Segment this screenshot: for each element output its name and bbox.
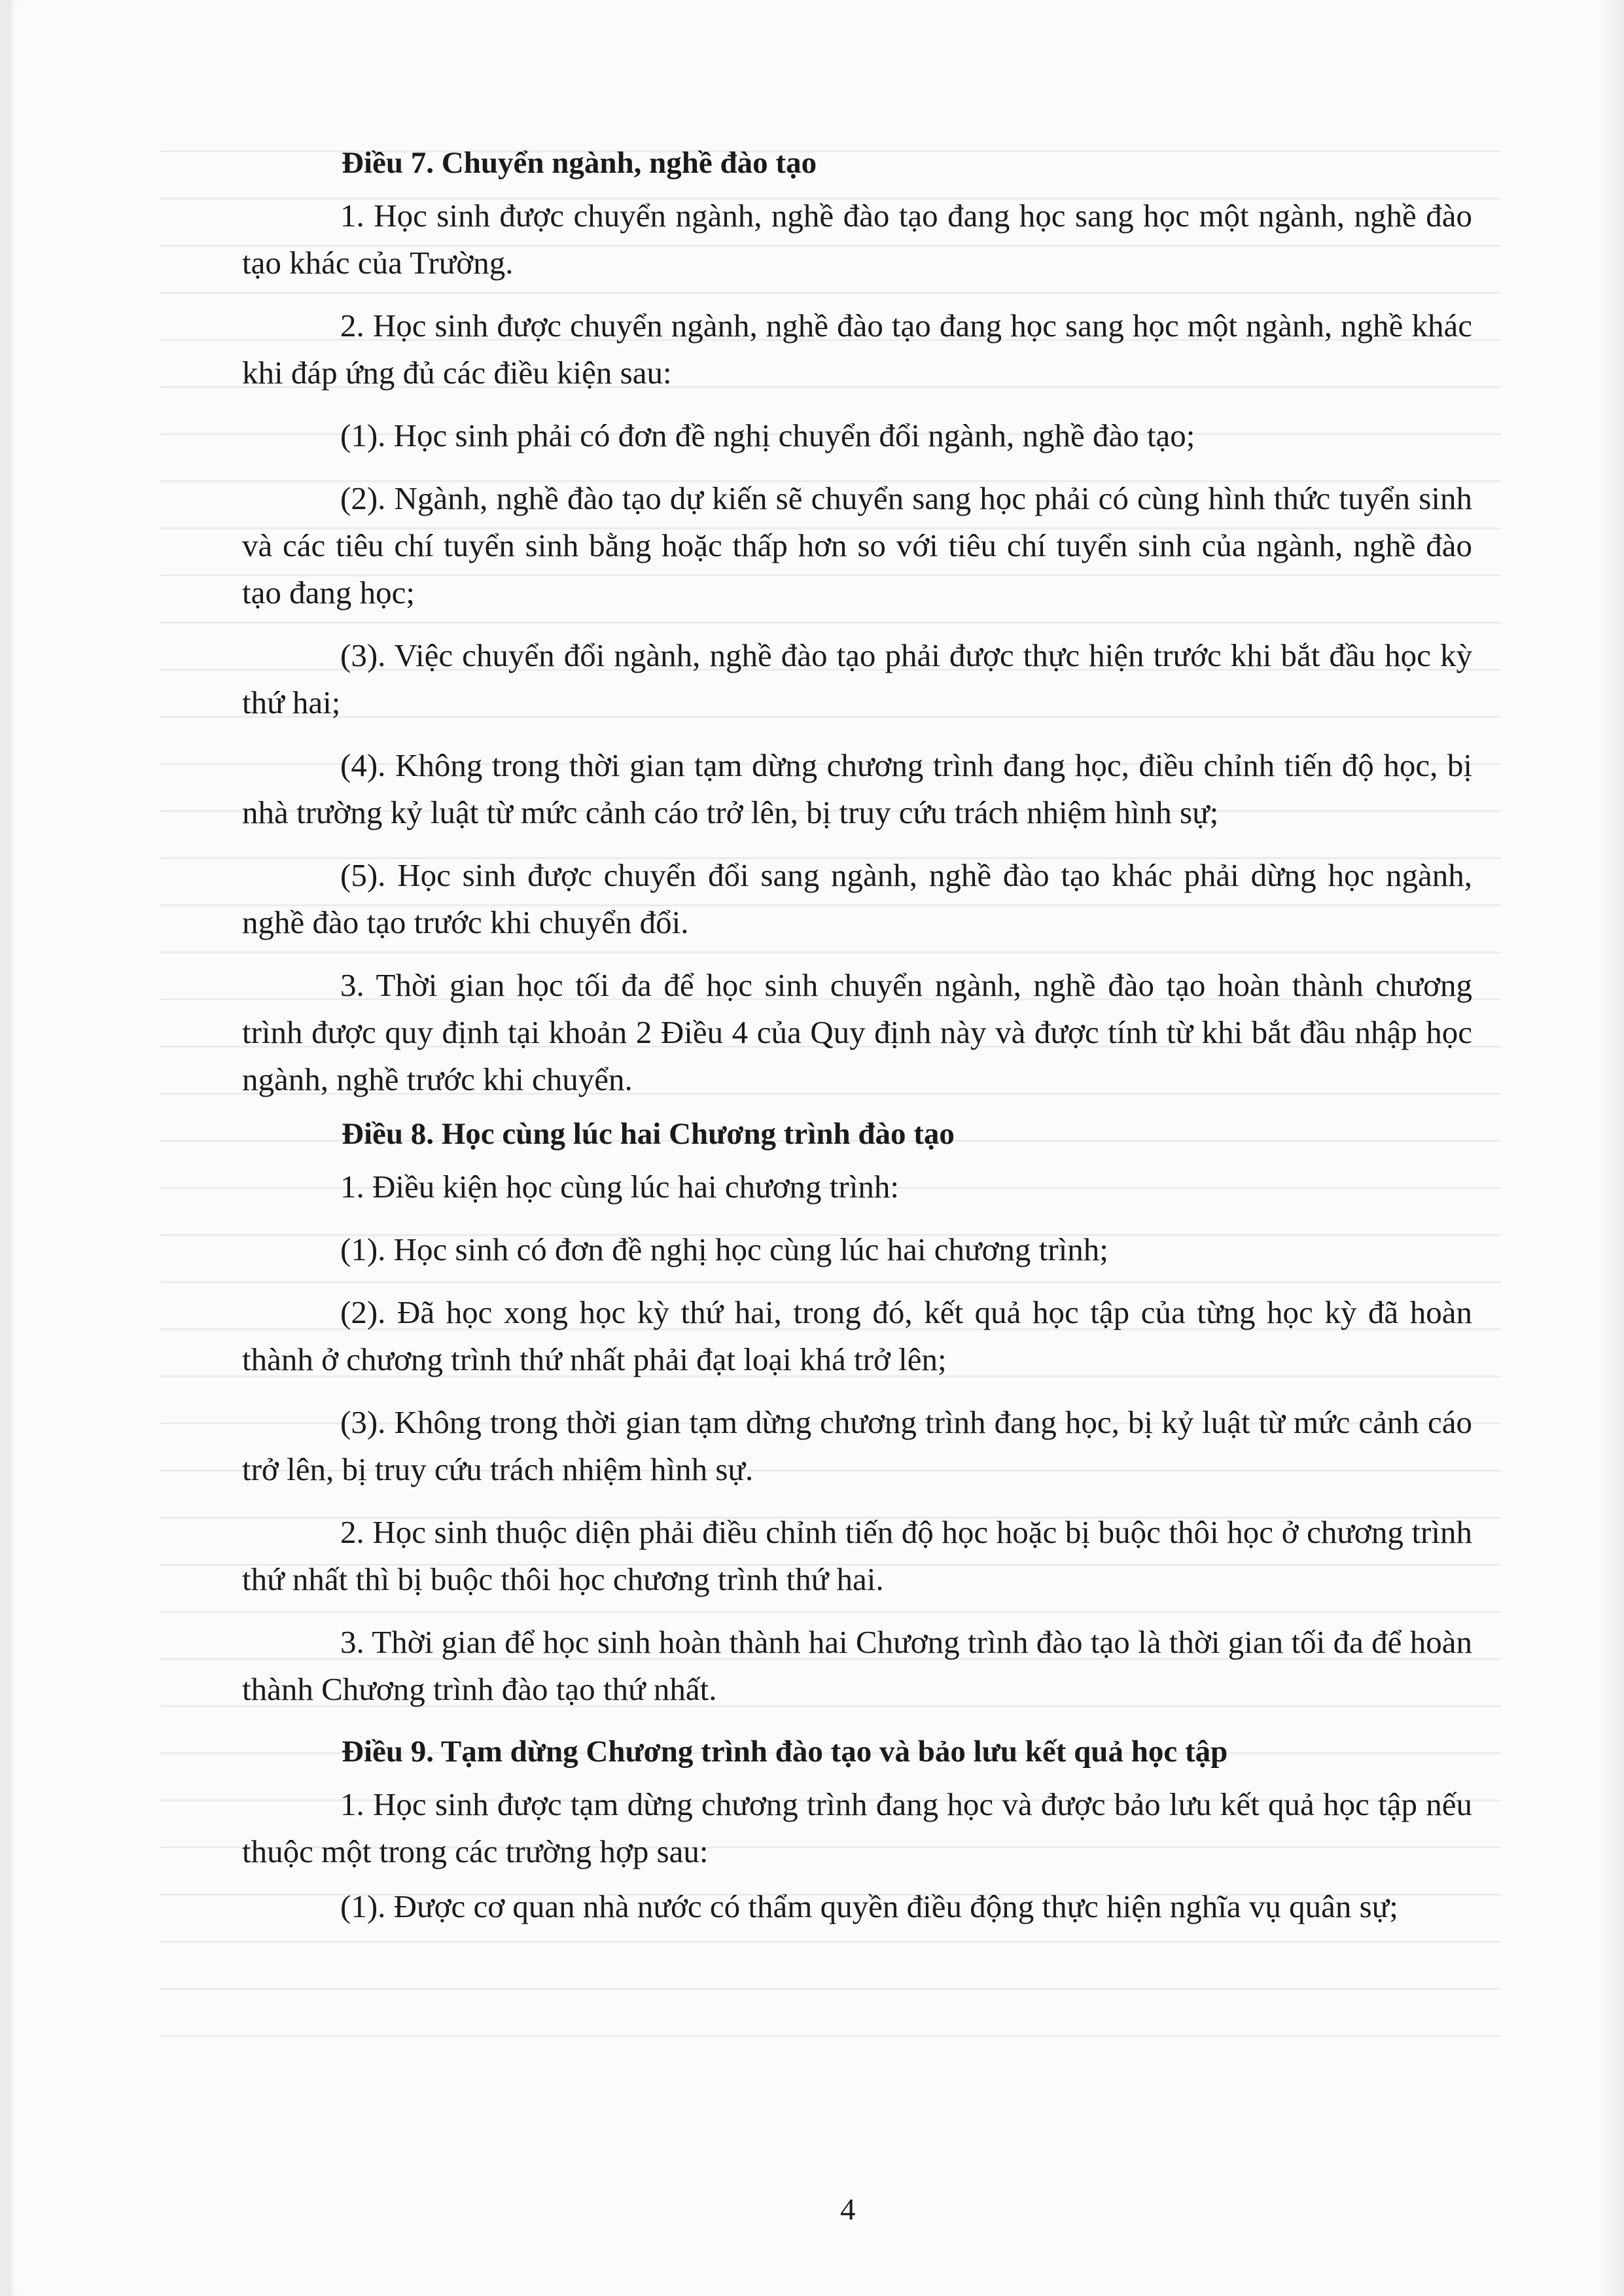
document-page <box>9 0 1624 2296</box>
article-paragraph: (1). Được cơ quan nhà nước có thẩm quyền điều động thực hiện nghĩa vụ quân sự; <box>340 1888 1398 1924</box>
article-paragraph: (1). Học sinh có đơn đề nghị học cùng lúc hai chương trình; <box>340 1231 1108 1267</box>
article-paragraph: (3). Việc chuyển đổi ngành, nghề đào tạo phải được thực hiện trước khi bắt đầu học kỳ thứ hai; <box>242 637 1472 720</box>
article-paragraph: 3. Thời gian để học sinh hoàn thành hai Chương trình đào tạo là thời gian tối đa để hoàn thành Chương trình đào tạo thứ nhất. <box>242 1624 1472 1707</box>
article-8 <box>242 1111 1472 1713</box>
article-heading: Điều 9. Tạm dừng Chương trình đào tạo và bảo lưu kết quả học tập <box>342 1735 1228 1769</box>
article-7 <box>242 140 1472 1103</box>
article-paragraph: 1. Học sinh được chuyển ngành, nghề đào tạo đang học sang học một ngành, nghề đào tạo khác của Trường. <box>242 198 1472 281</box>
article-paragraph: 3. Thời gian học tối đa để học sinh chuyển ngành, nghề đào tạo hoàn thành chương trình được quy định tại khoản 2 Điều 4 của Quy định này và được tính từ khi bắt đầu nhập học ngành, nghề trước khi chuyển. <box>242 967 1472 1097</box>
article-heading: Điều 7. Chuyển ngành, nghề đào tạo <box>342 146 817 180</box>
article-paragraph: 1. Học sinh được tạm dừng chương trình đang học và được bảo lưu kết quả học tập nếu thuộc một trong các trường hợp sau: <box>242 1786 1472 1869</box>
article-paragraph: (2). Ngành, nghề đào tạo dự kiến sẽ chuyển sang học phải có cùng hình thức tuyển sinh và các tiêu chí tuyển sinh bằng hoặc thấp hơn so với tiêu chí tuyển sinh của ngành, nghề đào tạo đang học; <box>242 480 1472 610</box>
article-paragraph: (4). Không trong thời gian tạm dừng chương trình đang học, điều chỉnh tiến độ học, bị nhà trường kỷ luật từ mức cảnh cáo trở lên, bị truy cứu trách nhiệm hình sự; <box>242 747 1472 830</box>
article-paragraph: 1. Điều kiện học cùng lúc hai chương trình: <box>340 1169 899 1205</box>
page-edge-shadow <box>1598 0 1624 2296</box>
article-9 <box>242 1729 1472 1930</box>
article-paragraph: (3). Không trong thời gian tạm dừng chương trình đang học, bị kỷ luật từ mức cảnh cáo trở lên, bị truy cứu trách nhiệm hình sự. <box>242 1404 1472 1487</box>
page-number: 4 <box>840 2193 856 2227</box>
article-paragraph: 2. Học sinh được chuyển ngành, nghề đào tạo đang học sang học một ngành, nghề khác khi đáp ứng đủ các điều kiện sau: <box>242 308 1472 391</box>
article-paragraph: (5). Học sinh được chuyển đổi sang ngành, nghề đào tạo khác phải dừng học ngành, nghề đào tạo trước khi chuyển đổi. <box>242 857 1472 940</box>
article-heading: Điều 8. Học cùng lúc hai Chương trình đào tạo <box>342 1117 955 1151</box>
document-body <box>242 140 1472 1938</box>
article-paragraph: 2. Học sinh thuộc diện phải điều chỉnh tiến độ học hoặc bị buộc thôi học ở chương trình thứ nhất thì bị buộc thôi học chương trình thứ hai. <box>242 1514 1472 1597</box>
article-paragraph: (1). Học sinh phải có đơn đề nghị chuyển đổi ngành, nghề đào tạo; <box>340 417 1195 453</box>
article-paragraph: (2). Đã học xong học kỳ thứ hai, trong đó, kết quả học tập của từng học kỳ đã hoàn thành ở chương trình thứ nhất phải đạt loại khá trở lên; <box>242 1294 1472 1377</box>
